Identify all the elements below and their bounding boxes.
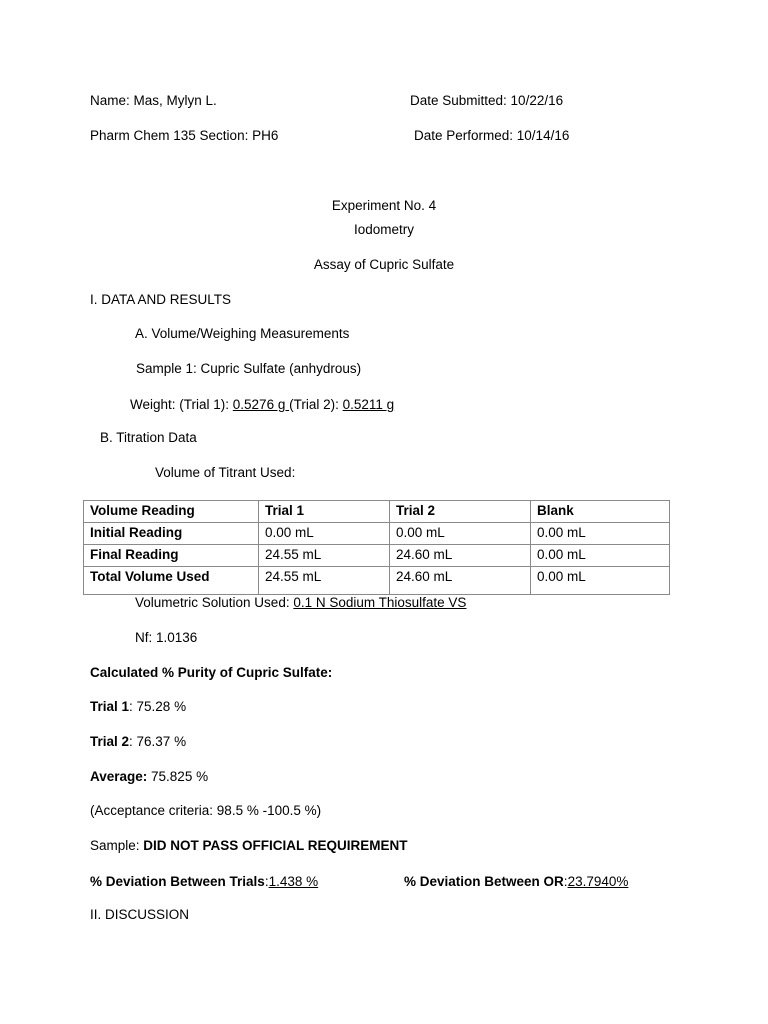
date-submitted: Date Submitted: 10/22/16 [410, 93, 564, 108]
section-data-results-heading: I. DATA AND RESULTS [90, 292, 232, 307]
vs-value: 0.1 N Sodium Thiosulfate VS [293, 595, 467, 610]
sample-description: Sample 1: Cupric Sulfate (anhydrous) [136, 361, 362, 376]
deviation-trials-value: 1.438 % [268, 874, 319, 889]
table-header-cell: Trial 2 [390, 501, 531, 523]
normality-factor: Nf: 1.0136 [135, 630, 198, 645]
subsection-a-heading: A. Volume/Weighing Measurements [135, 326, 350, 341]
table-cell: 0.00 mL [531, 567, 670, 595]
course-section: Pharm Chem 135 Section: PH6 [90, 128, 279, 143]
table-row [84, 567, 670, 595]
date-performed: Date Performed: 10/14/16 [414, 128, 570, 143]
trial1-label: Trial 1 [90, 699, 130, 714]
weight-prefix: Weight: (Trial 1): [130, 397, 233, 412]
table-cell: Total Volume Used [84, 567, 259, 595]
titrant-label: Volume of Titrant Used: [155, 465, 296, 480]
experiment-number: Experiment No. 4 [331, 198, 437, 213]
deviation-trials-colon: : [264, 874, 269, 889]
table-cell: 24.55 mL [259, 567, 390, 595]
table-header-cell: Blank [531, 501, 670, 523]
sample-prefix: Sample: [90, 838, 144, 853]
table-cell: Initial Reading [84, 523, 259, 545]
weight-trial2: 0.5211 g [342, 397, 395, 412]
table-row [84, 523, 670, 545]
table-cell: 0.00 mL [531, 545, 670, 567]
volumetric-solution-line [135, 595, 466, 611]
deviation-or-line [404, 874, 628, 890]
deviation-trials-line [90, 874, 318, 890]
table-cell: 24.55 mL [259, 545, 390, 567]
assay-title: Assay of Cupric Sulfate [313, 257, 455, 272]
section-discussion-heading: II. DISCUSSION [90, 907, 190, 922]
deviation-or-colon: : [563, 874, 568, 889]
deviation-or-value: 23.7940% [567, 874, 629, 889]
experiment-topic: Iodometry [353, 222, 415, 237]
subsection-b-heading: B. Titration Data [100, 430, 197, 445]
weight-mid: (Trial 2): [289, 397, 343, 412]
weight-line [130, 397, 394, 413]
sample-verdict-line [90, 838, 408, 854]
trial1-result [90, 699, 186, 715]
calculated-purity-heading: Calculated % Purity of Cupric Sulfate: [90, 665, 333, 680]
sample-verdict: DID NOT PASS OFFICIAL REQUIREMENT [143, 838, 408, 853]
deviation-or-label: % Deviation Between OR [404, 874, 564, 889]
table-cell: 24.60 mL [390, 567, 531, 595]
trial2-result [90, 734, 186, 750]
table-cell: 24.60 mL [390, 545, 531, 567]
acceptance-criteria: (Acceptance criteria: 98.5 % -100.5 %) [90, 803, 322, 818]
average-result [90, 769, 208, 785]
trial2-value: : 76.37 % [129, 734, 187, 749]
deviation-trials-label: % Deviation Between Trials [90, 874, 265, 889]
average-label: Average: [90, 769, 148, 784]
table-header-row [84, 501, 670, 523]
table-cell: Final Reading [84, 545, 259, 567]
table-row [84, 545, 670, 567]
table-cell: 0.00 mL [259, 523, 390, 545]
weight-trial1: 0.5276 g [232, 397, 290, 412]
vs-prefix: Volumetric Solution Used: [135, 595, 294, 610]
average-value: 75.825 % [147, 769, 209, 784]
table-cell: 0.00 mL [390, 523, 531, 545]
table-header-cell: Trial 1 [259, 501, 390, 523]
trial1-value: : 75.28 % [129, 699, 187, 714]
table-cell: 0.00 mL [531, 523, 670, 545]
student-name: Name: Mas, Mylyn L. [90, 93, 217, 108]
trial2-label: Trial 2 [90, 734, 130, 749]
table-header-cell: Volume Reading [84, 501, 259, 523]
titration-table [83, 500, 670, 595]
